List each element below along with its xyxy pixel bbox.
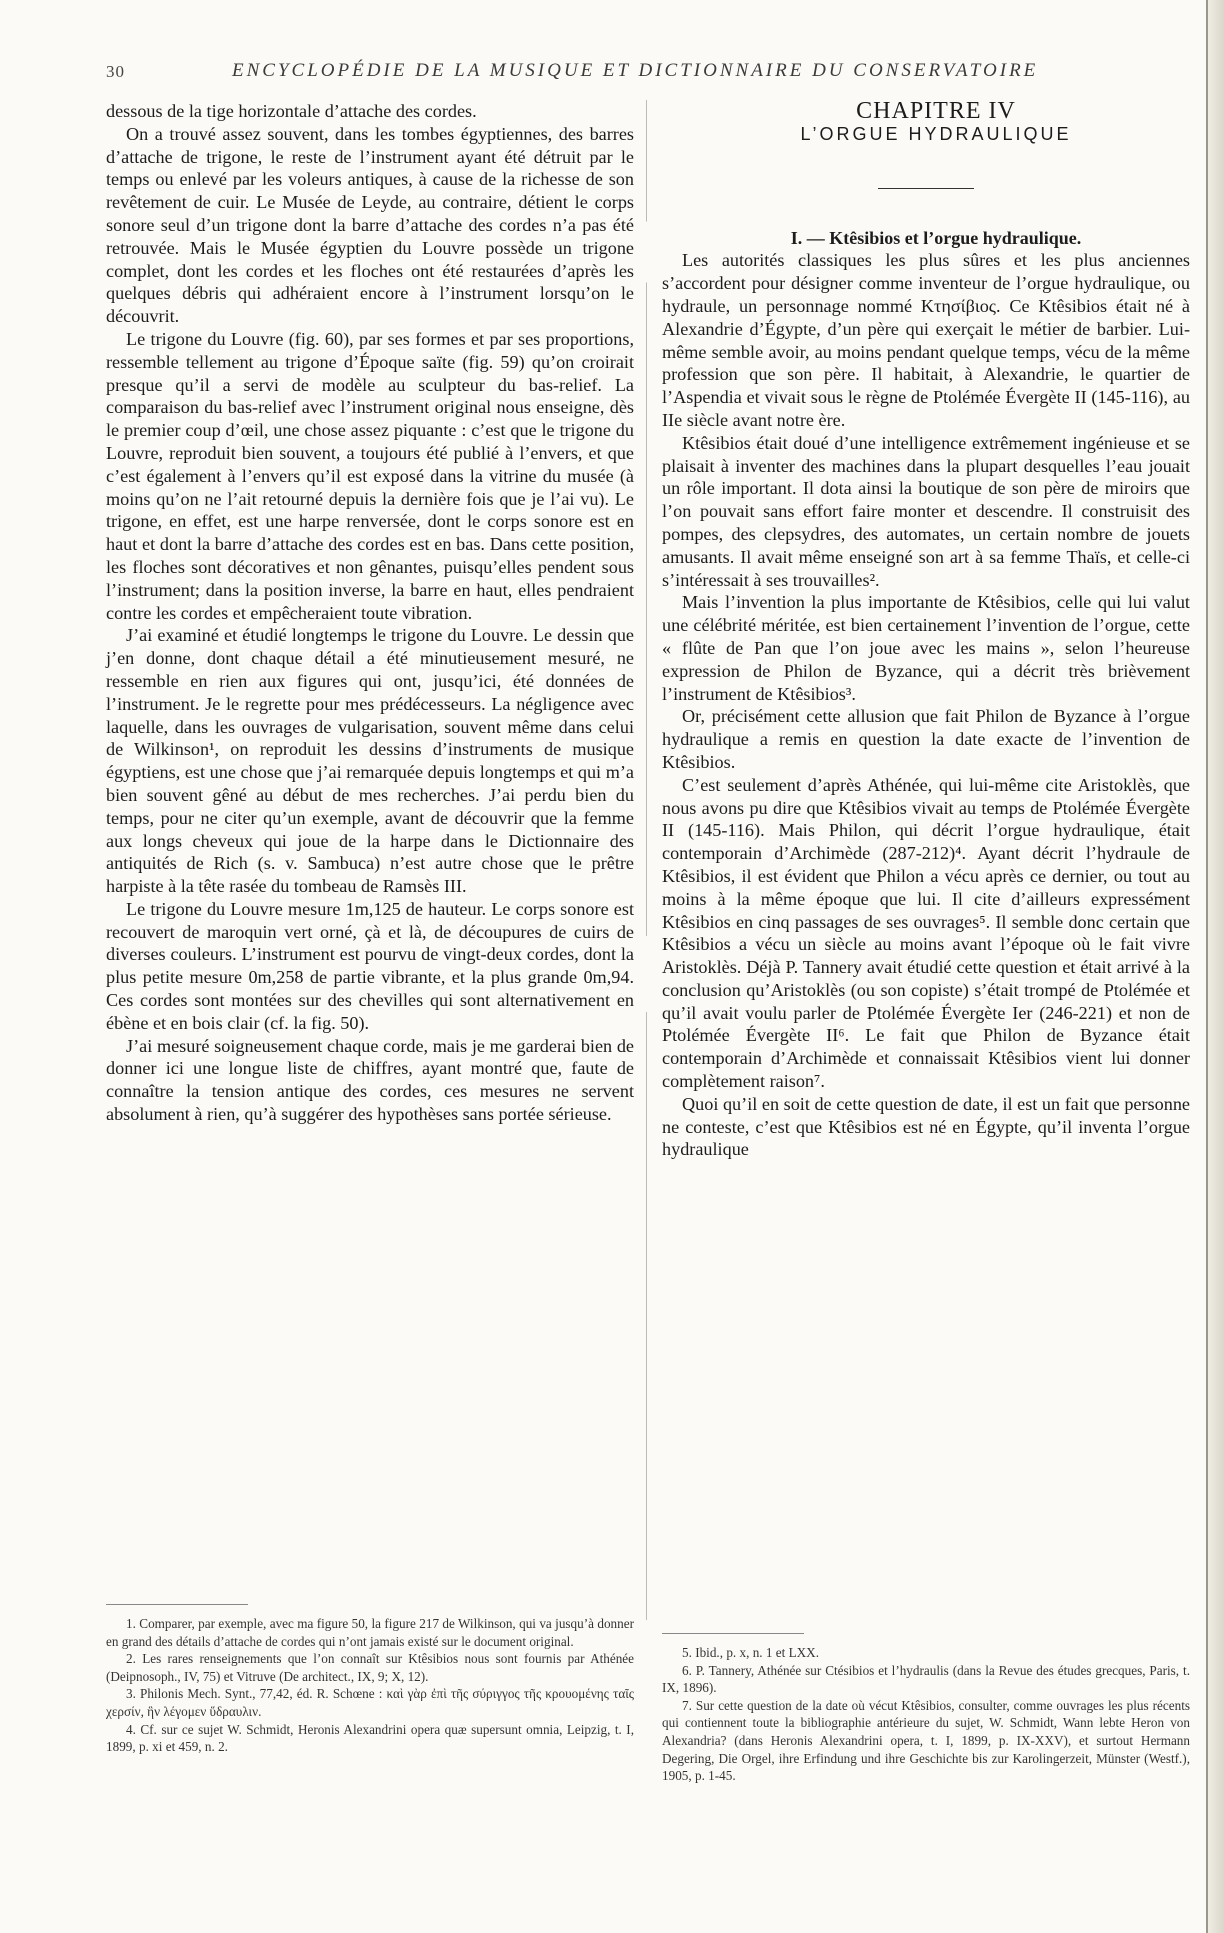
footnote-rule: [106, 1604, 248, 1605]
column-divider: [646, 100, 647, 1620]
footnote: 4. Cf. sur ce sujet W. Schmidt, Heronis Alexandrini opera quæ supersunt omnia, Leipzig, t. I, 1899, p. xi et 459, n. 2.: [106, 1721, 634, 1755]
chapter-title: CHAPITRE IV: [856, 98, 1016, 124]
paragraph: Les autorités classiques les plus sûres et les plus anciennes s’accordent pour désigner comme inventeur de l’orgue hydraulique, ou hydraule, un personnage nommé Κτησίβιος. Ce Ktêsibios était né à Alexandrie d’Égypte, d’un père qui exerçait le métier de barbier. Lui-même semble avoir, au moins pendant quelque temps, vécu de la même profession que son père. Il habitait, à Alexandrie, le quartier de l’Aspendia et vivait sous le règne de Ptolémée Évergète II (145-116), au IIe siècle avant notre ère.: [662, 250, 1190, 430]
right-column: [662, 100, 1190, 1161]
paragraph: C’est seulement d’après Athénée, qui lui-même cite Aristoklès, que nous avons pu dire que Ktêsibios vivait au temps de Ptolémée Évergète II (145-116). Mais Philon, qui décrit l’orgue hydraulique, était contemporain d’Archimède (287-212)⁴. Ayant décrit l’hydraule de Ktêsibios, il est évident que Philon a vécu après ce dernier, ou tout au moins à la même époque que lui. Il cite d’ailleurs expressément Ktêsibios en cinq passages de ses ouvrages⁵. Il semble donc certain que Ktêsibios a vécu un siècle au moins avant l’époque où le fait vivre Aristoklès. Déjà P. Tannery avait étudié cette question et était arrivé à la conclusion qu’Aristoklès (ou son copiste) s’était trompé de Ptolémée et qu’il avait voulu parler de Ptolémée Évergète Ier (246-221) et non de Ptolémée Évergète II⁶. Le fait que Philon de Byzance était contemporain d’Archimède et connaissait Ktêsibios vient lui donner complètement raison⁷.: [662, 774, 1190, 1092]
right-footnotes: [662, 1633, 1190, 1785]
paragraph: Le trigone du Louvre (fig. 60), par ses formes et par ses proportions, ressemble tellement au trigone d’Époque saïte (fig. 59) qu’on croirait presque qu’il a servi de modèle au sculpteur du bas-relief. La comparaison du bas-relief avec l’instrument original nous enseigne, dès le premier coup d’œil, une chose assez piquante : c’est que le trigone du Louvre, reproduit bien souvent, a toujours été publié à l’envers, et que c’est également à l’envers qu’il est exposé dans la vitrine du musée (à moins qu’on ne l’ait retourné depuis la dernière fois que je l’ai vu). Le trigone, en effet, est une harpe renversée, dont le corps sonore est en haut et dont la barre d’attache des cordes est en bas. Dans cette position, les floches sont décoratives et non gênantes, puisqu’elles pendent sous l’instrument; dans la position inverse, la barre en haut, elles pendraient contre les cordes et empêcheraient toute vibration.: [106, 328, 634, 623]
paragraph: Mais l’invention la plus importante de Ktêsibios, celle qui lui valut une célébrité méritée, est bien certainement l’invention de l’orgue, cette « flûte de Pan que l’on joue avec les mains », selon l’heureuse expression de Philon de Byzance, qui a décrit très brièvement l’instrument de Ktêsibios³.: [662, 592, 1190, 704]
footnote-rule: [662, 1633, 804, 1634]
chapter-subtitle: L’ORGUE HYDRAULIQUE: [800, 123, 1072, 144]
page-number: 30: [106, 62, 125, 81]
paragraph: Le trigone du Louvre mesure 1m,125 de hauteur. Le corps sonore est recouvert de maroquin vert orné, çà et là, de découpures de cuirs de diverses couleurs. L’instrument est pourvu de vingt-deux cordes, dont la plus petite mesure 0m,258 de partie vibrante, et la plus grande 0m,94. Ces cordes sont montées sur des chevilles qui sont alternativement en ébène et en bois clair (cf. la fig. 50).: [106, 898, 634, 1033]
section-heading: I. — Ktêsibios et l’orgue hydraulique.: [790, 227, 1082, 248]
paragraph: Or, précisément cette allusion que fait Philon de Byzance à l’orgue hydraulique a remis en question la date exacte de l’invention de Ktêsibios.: [662, 706, 1190, 772]
paragraph: Ktêsibios était doué d’une intelligence extrêmement ingénieuse et se plaisait à inventer des machines dans la plupart desquelles l’eau jouait un rôle important. Il dota ainsi la boutique de son père de miroirs que l’on pouvait sans effort faire monter et descendre. Il construisit des pompes, des clepsydres, des automates, un certain nombre de jouets amusants. Il avait même enseigné son art à sa femme Thaïs, et celle-ci s’intéressait à ses trouvailles².: [662, 432, 1190, 590]
paragraph: On a trouvé assez souvent, dans les tombes égyptiennes, des barres d’attache de trigone, le reste de l’instrument ayant été détruit par le temps ou enlevé par les voleurs antiques, à cause de la richesse de son revêtement de cuir. Le Musée de Leyde, au contraire, détient le corps sonore seul d’un trigone dont la barre d’attache des cordes n’a pas été retrouvée. Mais le Musée égyptien du Louvre possède un trigone complet, dont les cordes et les floches ont été restaurées d’après les quelques débris qui adhéraient encore à l’instrument lorsqu’on le découvrit.: [106, 123, 634, 327]
paragraph: J’ai mesuré soigneusement chaque corde, mais je me garderai bien de donner ici une longue liste de chiffres, ayant montré que, faute de connaître la tension antique des cordes, ces mesures ne servent absolument à rien, qu’à suggérer des hypothèses sans portée sérieuse.: [106, 1035, 634, 1125]
paragraph: dessous de la tige horizontale d’attache des cordes.: [106, 101, 477, 121]
footnote: 5. Ibid., p. x, n. 1 et LXX.: [682, 1645, 819, 1660]
footnote: 6. P. Tannery, Athénée sur Ctésibios et l’hydraulis (dans la Revue des études grecques, Paris, t. IX, 1896).: [662, 1662, 1190, 1696]
footnote: 3. Philonis Mech. Synt., 77,42, éd. R. Schœne : καὶ γὰρ ἐπὶ τῆς σύριγγος τῆς κρουομένης ταῖς χερσίν, ἣν λέγομεν ὕδραυλιν.: [106, 1686, 634, 1719]
left-column: [106, 100, 634, 1126]
chapter-rule: [878, 188, 974, 189]
adjacent-page-edge: [1206, 0, 1224, 1933]
running-header: ENCYCLOPÉDIE DE LA MUSIQUE ET DICTIONNAIRE DU CONSERVATOIRE: [232, 60, 1039, 81]
footnote: 1. Comparer, par exemple, avec ma figure 50, la figure 217 de Wilkinson, qui va jusqu’à donner en grand des détails d’attache de cordes qui n’ont jamais existé sur le document original.: [106, 1616, 634, 1649]
footnote: 2. Les rares renseignements que l’on connaît sur Ktêsibios nous sont fournis par Athénée (Deipnosoph., IV, 75) et Vitruve (De architect., IX, 9; X, 12).: [106, 1651, 634, 1684]
paragraph: Quoi qu’il en soit de cette question de date, il est un fait que personne ne conteste, c’est que Ktêsibios est né en Égypte, qu’il inventa l’orgue hydraulique: [662, 1093, 1190, 1160]
left-footnotes: [106, 1604, 634, 1756]
paragraph: J’ai examiné et étudié longtemps le trigone du Louvre. Le dessin que j’en donne, dont chaque détail a été minutieusement mesuré, ne ressemble en rien aux figures qui ont, jusqu’ici, été données de l’instrument. Je le regrette pour mes prédécesseurs. La négligence avec laquelle, dans les ouvrages de vulgarisation, souvent même dans celui de Wilkinson¹, on reproduit les dessins d’instruments de musique égyptiens, est une chose que j’ai remarquée depuis longtemps et qui m’a bien souvent gêné au début de mes recherches. J’ai perdu bien du temps, pour ne citer qu’un exemple, avant de découvrir que la femme aux longs cheveux qui joue de la harpe dans le Dictionnaire des antiquités de Rich (s. v. Sambuca) n’est autre chose que le prêtre harpiste à la tête rasée du tombeau de Ramsès III.: [106, 625, 634, 897]
footnote: 7. Sur cette question de la date où vécut Ktêsibios, consulter, comme ouvrages les plus récents qui contiennent toute la bibliographie antérieure du sujet, W. Schmidt, Wann lebte Heron von Alexandria? (dans Heronis Alexandrini opera, t. I, 1899, p. IX-XXV), et surtout Hermann Degering, Die Orgel, ihre Erfindung und ihre Geschichte bis zur Karolingerzeit, Münster (Westf.), 1905, p. 1-45.: [662, 1697, 1190, 1784]
